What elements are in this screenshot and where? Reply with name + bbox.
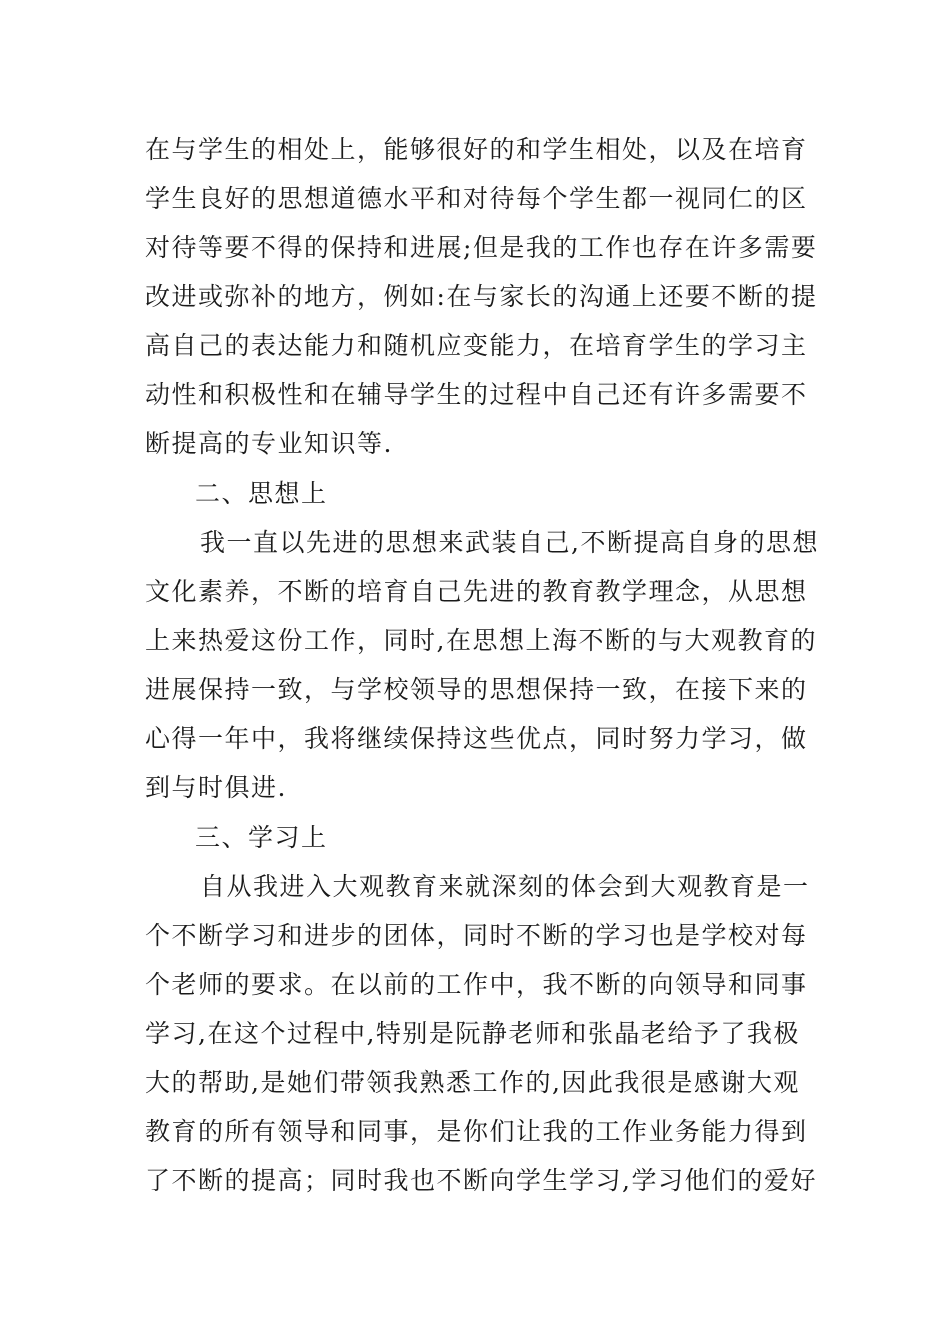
section-heading-thought: 二、思想上 bbox=[195, 479, 328, 508]
text-line: 了不断的提高；同时我也不断向学生学习,学习他们的爱好 bbox=[145, 1166, 817, 1195]
text-line: 断提高的专业知识等. bbox=[145, 429, 393, 458]
text-line: 到与时俱进. bbox=[145, 773, 287, 802]
text-line: 对待等要不得的保持和进展;但是我的工作也存在许多需要 bbox=[145, 233, 818, 262]
text-line: 学生良好的思想道德水平和对待每个学生都一视同仁的区 bbox=[145, 184, 808, 213]
text-line: 大的帮助,是她们带领我熟悉工作的,因此我很是感谢大观 bbox=[145, 1068, 800, 1097]
text-line: 文化素养，不断的培育自己先进的教育教学理念，从思想 bbox=[145, 577, 808, 606]
text-line: 在与学生的相处上，能够很好的和学生相处，以及在培育 bbox=[145, 135, 808, 164]
text-line: 高自己的表达能力和随机应变能力，在培育学生的学习主 bbox=[145, 331, 808, 360]
text-line: 个不断学习和进步的团体，同时不断的学习也是学校对每 bbox=[145, 921, 808, 950]
text-line: 个老师的要求。在以前的工作中，我不断的向领导和同事 bbox=[145, 970, 808, 999]
text-line: 进展保持一致，与学校领导的思想保持一致，在接下来的 bbox=[145, 675, 808, 704]
text-line: 学习,在这个过程中,特别是阮静老师和张晶老给予了我极 bbox=[145, 1019, 800, 1048]
text-line: 上来热爱这份工作，同时,在思想上海不断的与大观教育的 bbox=[145, 626, 817, 655]
section-heading-study: 三、学习上 bbox=[195, 823, 328, 852]
text-line: 教育的所有领导和同事，是你们让我的工作业务能力得到 bbox=[145, 1117, 808, 1146]
text-line: 动性和积极性和在辅导学生的过程中自己还有许多需要不 bbox=[145, 380, 808, 409]
text-line: 改进或弥补的地方，例如:在与家长的沟通上还要不断的提 bbox=[145, 282, 818, 311]
text-line: 自从我进入大观教育来就深刻的体会到大观教育是一 bbox=[200, 872, 810, 901]
text-line: 我一直以先进的思想来武装自己,不断提高自身的思想 bbox=[200, 528, 819, 557]
text-line: 心得一年中，我将继续保持这些优点，同时努力学习，做 bbox=[145, 724, 808, 753]
